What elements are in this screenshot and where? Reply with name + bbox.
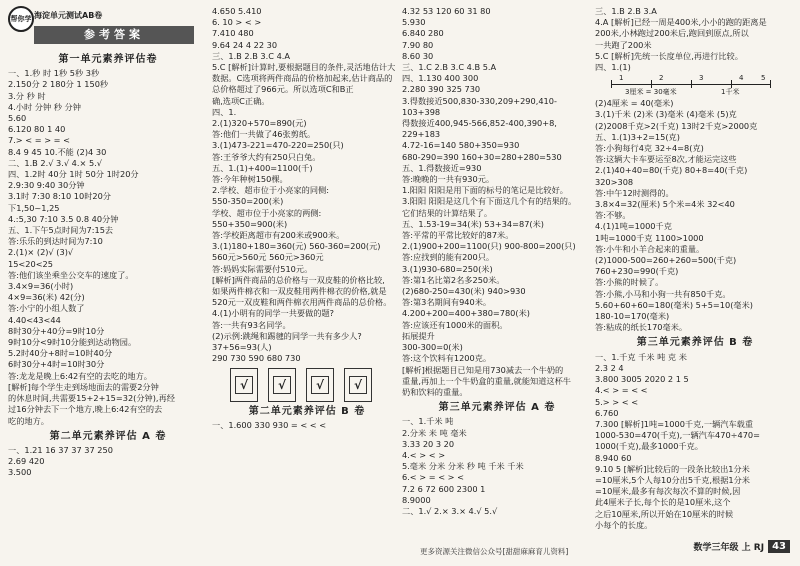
answer-line: [解析]每个学生走到场地面去的需要2分钟 <box>8 381 159 392</box>
answer-line: 300-300=0(米) <box>402 342 463 353</box>
check-mark-icon: √ <box>235 376 253 394</box>
column-2 <box>212 6 402 431</box>
answer-line: 重量,再加上一个牛奶盒的重量,就能知道这杯牛 <box>402 375 571 386</box>
answer-line: 答:小熊,小马和小狗一共有850千克。 <box>595 288 731 299</box>
page-bar <box>694 540 790 553</box>
answer-line: 4.(1)小明有的同学一共要做的题? <box>212 308 335 319</box>
answer-line: 4.小时 分钟 秒 分钟 <box>8 101 81 112</box>
answer-line: 520元一双皮鞋和两件棉衣用两件商品的总价格。 <box>212 297 392 308</box>
check-boxes <box>230 368 402 402</box>
answer-line: 三、1.B 2.B 3.C 4.A <box>212 50 290 61</box>
ruler-tick-label: 3 <box>699 74 704 83</box>
answer-line: 四、1.130 400 300 <box>402 73 479 84</box>
answer-line: 5.2时40分+8时=10时40分 <box>8 348 113 359</box>
answer-list <box>595 6 795 73</box>
answer-line: 一、1.21 16 37 37 37 250 <box>8 444 113 455</box>
answer-line: 7.> < = > = < <box>8 135 70 146</box>
answer-line: 答:龙龙是晚上6:42有空的去吃的地方。 <box>8 370 152 381</box>
answer-line: 答:一共有93名同学。 <box>212 319 291 330</box>
answer-line: 6.< > = < > < <box>402 472 464 483</box>
ruler-label: 3厘米 = 30毫米 <box>625 88 677 97</box>
answer-line: 3.(1)180+180=360(元) 560-360=200(元) <box>212 241 381 252</box>
answer-line: 760+230=990(千克) <box>595 266 679 277</box>
answer-line: 4.(1)1吨=1000千克 <box>595 221 672 232</box>
answer-line: 3.1时 7:30 8:10 10时20分 <box>8 191 111 202</box>
answer-line: 3.4×9=36(小时) <box>8 281 74 292</box>
answer-line: 180-10=170(毫米) <box>595 311 670 322</box>
answer-line: 五、1.(1)3+2=15(克) <box>595 131 680 142</box>
answer-line: 3.(1)930-680=250(米) <box>402 263 493 274</box>
answer-line: 560元>560元 560元>360元 <box>212 252 324 263</box>
answer-line: 6. 10 > < > <box>212 17 262 28</box>
section-title: 第三单元素养评估 B 卷 <box>636 337 754 349</box>
answer-line: 5.60 <box>8 113 27 124</box>
answer-line: 7.90 80 <box>402 39 434 50</box>
answer-line: 37+56=93(人) <box>212 342 272 353</box>
answer-line: 2.(1)× (2)√ (3)√ <box>8 247 74 258</box>
answer-line: 5.C [解析]先统一长度单位,再进行比较。 <box>595 50 743 61</box>
answer-line: 2.9:30 9:40 30分钟 <box>8 180 85 191</box>
answer-line: 2.(1)40+40=80(千克) 80+8=40(千克) <box>595 165 748 176</box>
ruler-tick <box>770 80 771 88</box>
answer-line: 4.32 53 120 60 31 80 <box>402 6 491 16</box>
answer-line: 的休息时间,共需要15+2+15=32(分钟),再经 <box>8 393 175 404</box>
answer-line: 2.分米 米 吨 毫米 <box>402 427 467 438</box>
answer-line: 二、1.B 2.√ 3.√ 4.× 5.√ <box>8 157 102 168</box>
answer-line: 3.800 3005 2020 2 1 5 <box>595 374 689 385</box>
answer-line: 2.280 390 325 730 <box>402 84 481 95</box>
answer-line: 奶和饮料的重量。 <box>402 386 468 397</box>
ruler-tick-label: 1 <box>619 74 624 83</box>
answer-line: 此4厘米子长,每个长的是10厘米,这个 <box>595 497 731 508</box>
answer-banner: 参考答案 <box>34 26 194 44</box>
answer-line: 答:今年种树150棵。 <box>212 174 288 185</box>
answer-line: (2)2008千克>2(千克) 13时2千克>2000克 <box>595 120 758 131</box>
answer-line: 7.410 480 <box>212 28 254 39</box>
answer-line: 答:乐乐的到达时间为7:10 <box>8 236 103 247</box>
page-number: 43 <box>768 540 790 553</box>
answer-line: 五、1.53-19=34(米) 53+34=87(米) <box>402 218 544 229</box>
answer-line: 答:他们该坐乘坐公交车的速度了。 <box>8 269 134 280</box>
answer-line: 229+183 <box>402 129 441 140</box>
answer-list <box>8 68 208 427</box>
answer-line: 3.阳阳 阳阳是这几个有下面这几个有的结果的。 <box>402 196 577 207</box>
answer-line: 8.4 9 45 10.不能 (2)4 30 <box>8 146 107 157</box>
answer-line: 8.9000 <box>402 494 431 505</box>
answer-line: 数据。C选项将两件商品的价格加起来,估计商品的 <box>212 73 393 84</box>
answer-line: 4.:5,30 7:10 3.5 0.8 40分钟 <box>8 213 119 224</box>
check-box <box>230 368 258 402</box>
answer-line: 3.得数接近500,830-330,209+290,410- <box>402 95 557 106</box>
ruler-label: 1千米 <box>721 88 740 97</box>
answer-line: (2)示例:跳绳和踢毽的同学一共有多少人? <box>212 330 362 341</box>
answer-line: 6.760 <box>595 407 619 418</box>
answer-line: 一、1.千米 吨 <box>402 416 454 427</box>
answer-line: 5.> > < < <box>595 396 639 407</box>
answer-list <box>212 6 402 353</box>
check-box <box>268 368 296 402</box>
answer-line: 6时30分+4时=10时30分 <box>8 359 105 370</box>
answer-line: 答:平常的平常比较好的87米。 <box>402 230 514 241</box>
answer-line: 答:他们一共做了46张剪纸。 <box>212 129 316 140</box>
answer-line: 3.(1)473-221=470-220=250(只) <box>212 140 344 151</box>
answer-line: 1000(千克),最多1000千克。 <box>595 441 703 452</box>
answer-line: =10厘米,5个人每10分出5千克,根据1分米 <box>595 474 750 485</box>
ruler-tick-label: 2 <box>659 74 664 83</box>
ruler-diagram <box>611 74 771 96</box>
answer-line: 2.(1)320+570=890(元) <box>212 118 307 129</box>
answer-line: 5.60+60+60=180(毫米) 5+5=10(毫米) <box>595 299 753 310</box>
answer-list <box>402 416 592 517</box>
check-mark-icon: √ <box>311 376 329 394</box>
section-title: 第一单元素养评估卷 <box>58 54 158 65</box>
answer-line: 4.650 5.410 <box>212 6 262 16</box>
answer-line: 5.C [解析]计算时,要根据题目的条件,灵活地估计大 <box>212 62 396 73</box>
answer-line: 下1,50~1,25 <box>8 202 60 213</box>
answer-line: 2.69 420 <box>8 456 45 467</box>
answer-line: 4.< > = < < <box>595 385 648 396</box>
answer-line: 3.分 秒 时 <box>8 90 46 101</box>
answer-line: 五、1.(1)+400=1100(千) <box>212 162 313 173</box>
answer-line: 3.8×4=32(厘米) 5个米=4米 32<40 <box>595 199 735 210</box>
answer-line: 小每个的长度。 <box>595 519 653 530</box>
grade-label: 数学三年级 上 RJ <box>693 543 765 553</box>
answer-line: 答:小狗每行4克 32÷4=8(克) <box>595 143 704 154</box>
answer-line: 答:应该还有1000米的面积。 <box>402 319 508 330</box>
answer-line: 一、1.600 330 930 = < < < <box>212 419 327 430</box>
answer-line: 8.940 60 <box>595 452 632 463</box>
column-1 <box>8 6 208 479</box>
answer-line: 过16分钟去下一个地方,晚上6:42有空的去 <box>8 404 163 415</box>
answer-list <box>212 420 402 431</box>
answer-line: 答:小熊的时候了。 <box>595 277 664 288</box>
answer-line: 1000-530=470(千克),一辆汽车470÷470= <box>595 430 760 441</box>
answer-line: 确,选项C正确。 <box>212 95 270 106</box>
answer-line: 3.(1)千米 (2)米 (3)毫米 (4)毫米 (5)克 <box>595 109 737 120</box>
answer-line: 五、1.下午5点时间为7:15去 <box>8 225 114 236</box>
footer-note: 更多资源关注微信公众号[甜甜麻麻育儿资料] <box>420 547 569 556</box>
answer-line: (2)1000-500=260+260=500(千克) <box>595 255 737 266</box>
answer-line: 2.学校、超市位于小亮家的同侧: <box>212 185 330 196</box>
answer-line: 320>308 <box>595 176 634 187</box>
answer-line: [解析]根据题目已知是用730减去一个牛奶的 <box>402 364 564 375</box>
answer-line: 答:王爷爷大约有250只白兔。 <box>212 151 321 162</box>
section-title: 第三单元素养评估 A 卷 <box>438 402 556 414</box>
answer-line: 答:不够。 <box>595 210 631 221</box>
answer-line: 9.10 5 [解析]比较后的一段条比较出1分米 <box>595 463 750 474</box>
ruler-tick <box>691 80 692 88</box>
answer-line: 4.72-16=140 580+350=930 <box>402 140 520 151</box>
header <box>8 6 208 50</box>
answer-line: 三、1.C 2.B 3.C 4.B 5.A <box>402 62 497 73</box>
section-title: 第二单元素养评估 B 卷 <box>248 405 366 417</box>
answer-line: 6.120 80 1 40 <box>8 124 66 135</box>
answer-line: 2.150分 2 180分 1 150秒 <box>8 79 109 90</box>
answer-line: 答:学校距离超市有200米或900米。 <box>212 230 345 241</box>
answer-line: 答:中午12时测得的。 <box>595 187 674 198</box>
check-box <box>344 368 372 402</box>
answer-line: 2.(1)900+200=1100(只) 900-800=200(只) <box>402 241 576 252</box>
answer-line: 4×9=36(米) 42(分) <box>8 292 85 303</box>
answer-line: 答:妈妈实际需要付510元。 <box>212 263 313 274</box>
answer-line: 2.3 2 4 <box>595 362 624 373</box>
answer-line: =10厘米,最多有每次每次不算的时候,因 <box>595 486 741 497</box>
answer-line: 3.33 20 3 20 <box>402 438 455 449</box>
answer-line: 1吨=1000千克 1100>1000 <box>595 232 704 243</box>
answer-line: 得数接近400,945-566,852-400,390+8, <box>402 118 557 129</box>
answer-line: 4.< > < > <box>402 449 446 460</box>
column-4 <box>595 6 795 531</box>
answer-line: [解析]两件商品的总价格与一双皮鞋的价格比较, <box>212 274 385 285</box>
answer-line: 680-290=390 160+30=280+280=530 <box>402 151 562 162</box>
ruler-tick <box>611 80 612 88</box>
answer-list <box>595 98 795 333</box>
answer-line: 一共跑了200米 <box>595 39 652 50</box>
answer-line: 200米,小林跑过200米后,跑回到原点,所以 <box>595 28 749 39</box>
box-values: 290 730 590 680 730 <box>212 353 301 364</box>
answer-line: 四、1. <box>212 106 237 117</box>
answer-list <box>8 445 208 479</box>
answer-line: 6.840 280 <box>402 28 444 39</box>
answer-line: 之后10厘米,所以开始在10厘米的时候 <box>595 508 734 519</box>
answer-line: 学校、超市位于小亮家的两侧: <box>212 207 322 218</box>
answer-line: 7.2 6 72 600 2300 1 <box>402 483 486 494</box>
answer-line: 答:第1名比第2名多250米。 <box>402 274 505 285</box>
answer-line: 四、1.(1) <box>595 62 631 73</box>
answer-line: 5.930 <box>402 17 426 28</box>
answer-line: 三、1.B 2.B 3.A <box>595 6 657 16</box>
check-box <box>306 368 334 402</box>
answer-line: 550+350=900(米) <box>212 218 288 229</box>
answer-line: 4.A [解析]已经一周是400米,小小的跑的距离是 <box>595 17 767 28</box>
section-title: 第二单元素养评估 A 卷 <box>49 430 167 442</box>
answer-line: 答:小牛和小羊合起来的重量。 <box>595 243 705 254</box>
answer-list <box>595 352 795 531</box>
answer-line: 4.40<43<44 <box>8 314 61 325</box>
answer-line: 一、1.千克 千米 吨 克 米 <box>595 351 687 362</box>
answer-line: 103+398 <box>402 106 441 117</box>
answer-line: 9时10分<9时10分能到达动物园。 <box>8 337 137 348</box>
check-mark-icon: √ <box>349 376 367 394</box>
logo: 帮你学 <box>8 6 34 32</box>
answer-line: 8.60 30 <box>402 50 434 61</box>
answer-line: 答:这个饮料有1200克。 <box>402 353 492 364</box>
answer-line: 它们结果的计算结果了。 <box>402 207 493 218</box>
answer-line: 550-350=200(米) <box>212 196 284 207</box>
answer-line: (2)4厘米 = 40(毫米) <box>595 98 674 109</box>
answer-line: 如果两件棉衣和一双皮鞋用两件棉衣的价格,就是 <box>212 286 387 297</box>
answer-line: 拓展提升 <box>402 330 435 341</box>
answer-line: 5.毫米 分米 分米 秒 吨 千米 千米 <box>402 461 524 472</box>
answer-line: 答:这辆大卡车要运至8次,才能运完这些 <box>595 154 737 165</box>
answer-line: 答:小宁的小组人数了 <box>8 303 85 314</box>
answer-line: 一、1.秒 时 1秒 5秒 3秒 <box>8 68 100 79</box>
answer-line: 7.300 [解析]1吨=1000千克,一辆汽车载重 <box>595 418 754 429</box>
answer-line: 四、1.2时 40分 1时 50分 1时20分 <box>8 169 139 180</box>
column-3 <box>402 6 592 517</box>
answer-line: 二、1.√ 2.× 3.× 4.√ 5.√ <box>402 505 498 516</box>
answer-line: 4.200+200=400+380=780(米) <box>402 308 530 319</box>
answer-line: 9.64 24 4 22 30 <box>212 39 278 50</box>
answer-line: 15<20<25 <box>8 258 53 269</box>
answer-line: (2)680-250=430(米) 940>930 <box>402 286 526 297</box>
answer-list <box>402 6 592 398</box>
ruler-tick-label: 5 <box>761 74 766 83</box>
answer-line: 答:应找到的能有200只。 <box>402 252 495 263</box>
answer-line: 总价格超过了966元。所以选项C和B正 <box>212 84 354 95</box>
answer-line: 3.500 <box>8 467 32 478</box>
answer-line: 答:第3名期间有940米。 <box>402 297 492 308</box>
answer-line: 答:晚晚的一共有930元。 <box>402 174 495 185</box>
ruler-tick-label: 4 <box>739 74 744 83</box>
answer-line: 五、1.得数接近=930 <box>402 162 482 173</box>
answer-line: 吃的地方。 <box>8 415 49 426</box>
answer-line: 1.阳阳 阳阳是用下面的标号的笔记是比较好。 <box>402 185 568 196</box>
answer-line: 8时30分+40分=9时10分 <box>8 325 105 336</box>
brand-name: 海淀单元测试AB卷 <box>34 11 103 20</box>
answer-line: 答:粘成的纸长170毫米。 <box>595 322 688 333</box>
check-mark-icon: √ <box>273 376 291 394</box>
